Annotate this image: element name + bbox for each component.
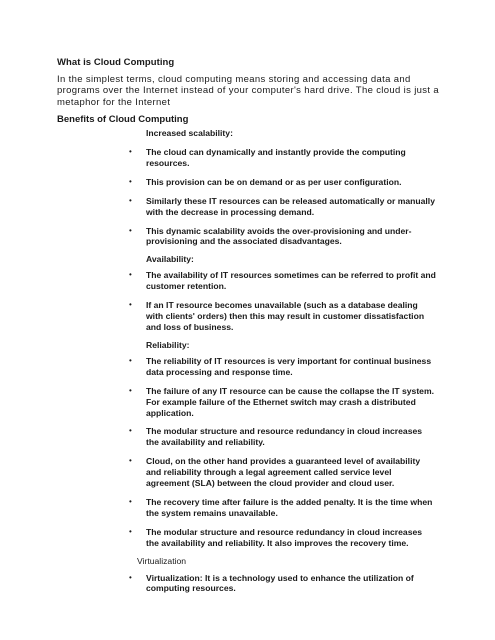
- section-heading-reliability: Reliability:: [146, 339, 190, 350]
- section-heading-availability: Availability:: [146, 254, 194, 265]
- list-item-text: This dynamic scalability avoids the over-provisioning and under-provisioning and the associated disadvantages.: [146, 225, 412, 247]
- bullet-icon: •: [129, 176, 132, 186]
- list-item-text: The failure of any IT resource can be cause the collapse the IT system. For example failure of the Ethernet switch may crash a distributed application.: [146, 385, 434, 418]
- bullet-icon: •: [129, 225, 132, 235]
- bullet-icon: •: [129, 456, 132, 466]
- page-title: What is Cloud Computing: [57, 57, 175, 68]
- benefits-heading: Benefits of Cloud Computing: [57, 114, 189, 125]
- list-item-text: The availability of IT resources sometimes can be referred to profit and customer retention.: [146, 270, 436, 292]
- bullet-icon: •: [129, 572, 132, 582]
- list-item: [129, 270, 436, 292]
- list-item-text: The modular structure and resource redundancy in cloud increases the availability and reliability.: [146, 426, 423, 448]
- list-item-text: Virtualization: It is a technology used to enhance the utilization of computing resources.: [146, 572, 414, 594]
- list-item-text: The modular structure and resource redundancy in cloud increases the availability and reliability. It also improves the recovery time.: [146, 526, 423, 548]
- list-item: [129, 176, 436, 188]
- list-item-text: If an IT resource becomes unavailable (such as a database dealing with clients' orders) then this may result in customer dissatisfaction and loss of business.: [146, 300, 425, 332]
- bullet-icon: •: [129, 300, 132, 310]
- list-item: [129, 300, 436, 333]
- list-item: [129, 355, 436, 378]
- bullet-icon: •: [129, 355, 132, 365]
- list-item-text: The cloud can dynamically and instantly provide the computing resources.: [146, 147, 406, 168]
- intro-paragraph: In the simplest terms, cloud computing means storing and accessing data and programs over the Internet instead of your computer's hard drive. The cloud is just a metaphor for the Internet: [57, 74, 440, 108]
- bullet-icon: •: [129, 385, 132, 395]
- list-item-text: The recovery time after failure is the added penalty. It is the time when the system remains unavailable.: [146, 496, 433, 518]
- list-item-text: This provision can be on demand or as per user configuration.: [146, 176, 402, 187]
- list-item-text: The reliability of IT resources is very important for continual business data processing and response time.: [146, 355, 432, 377]
- list-item: [129, 426, 436, 448]
- list-item: [129, 385, 436, 419]
- bullet-icon: •: [129, 496, 132, 506]
- list-item: [129, 572, 436, 595]
- list-item: [129, 526, 436, 549]
- list-item-text: Cloud, on the other hand provides a guaranteed level of availability and reliability through a legal agreement called service level agreement (SLA) between the cloud provider and cloud user.: [146, 456, 421, 489]
- bullet-icon: •: [129, 147, 132, 156]
- bullet-icon: •: [129, 426, 132, 436]
- list-item: [129, 147, 436, 169]
- list-item: [129, 195, 436, 218]
- bullet-icon: •: [129, 526, 132, 536]
- list-item: [129, 225, 436, 248]
- list-item: [129, 456, 436, 489]
- list-item-text: Similarly these IT resources can be released automatically or manually with the decrease in processing demand.: [146, 195, 435, 217]
- section-heading-virtualization: Virtualization: [137, 555, 187, 566]
- section-heading-scalability: Increased scalability:: [146, 128, 233, 138]
- bullet-icon: •: [129, 195, 132, 205]
- benefits-content: [0, 128, 495, 594]
- list-item: [129, 496, 436, 519]
- bullet-icon: •: [129, 270, 132, 280]
